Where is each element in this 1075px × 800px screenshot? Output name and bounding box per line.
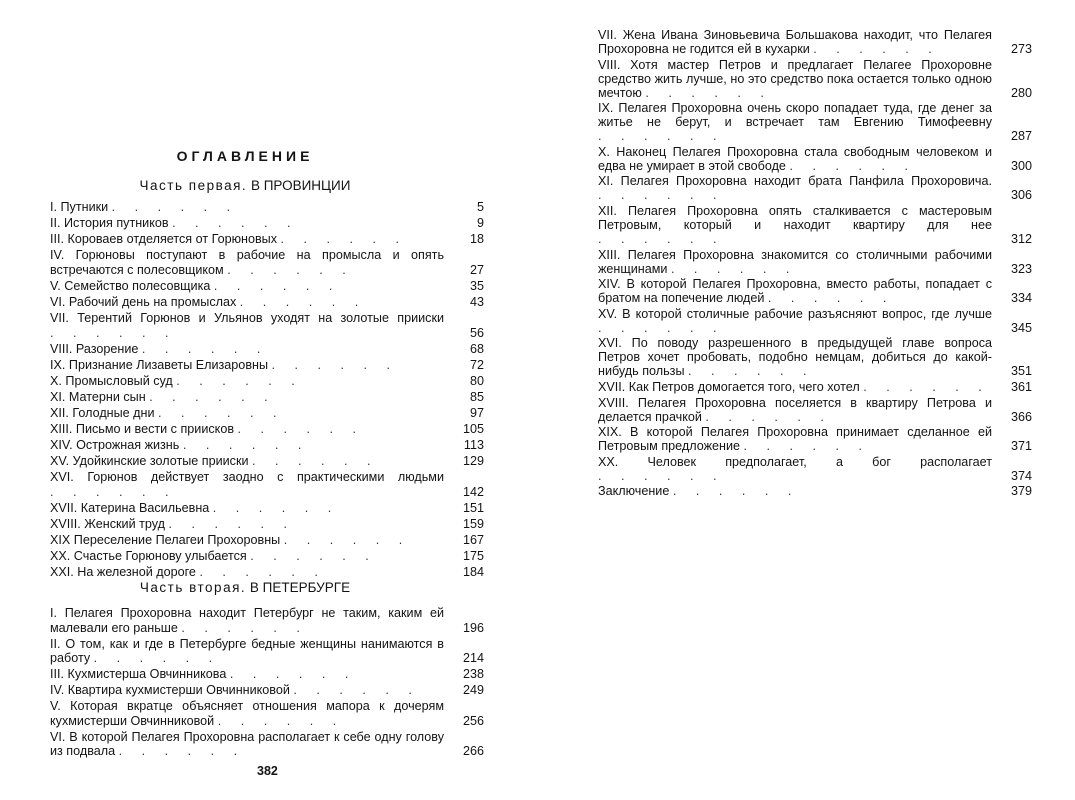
chapter-title: XVI. По поводу разрешенного в предыдущей главе вопроса Петров хочет пробовать, подобно немцам, добиться до какой-нибудь пользы	[598, 336, 992, 379]
toc-entry	[50, 683, 484, 698]
toc-entry-page: 9	[476, 216, 484, 231]
toc-entry-page: 27	[469, 262, 484, 277]
toc-entry-title	[50, 470, 444, 499]
chapter-title: IV. Горюновы поступают в рабочие на промысла и опять встречаются с полесовщиком	[50, 248, 444, 277]
toc-entry-title	[50, 216, 444, 231]
toc-entry-page: 266	[462, 744, 484, 759]
toc-entry-page: 43	[469, 294, 484, 309]
toc-entry-title	[50, 533, 444, 548]
toc-entry	[50, 730, 484, 759]
chapter-title: XI. Матерни сын	[50, 389, 146, 404]
toc-entry-title	[50, 549, 444, 564]
dot-leader: . . . . . .	[237, 422, 365, 437]
chapter-title: XVI. Горюнов действует заодно с практическими людьми	[50, 470, 444, 485]
toc-entry-title	[598, 396, 992, 424]
toc-entry-title	[50, 358, 444, 373]
toc-entry-title	[598, 248, 992, 276]
toc-entry	[50, 606, 484, 635]
chapter-title: VI. Рабочий день на промыслах	[50, 294, 237, 309]
toc-entry-page: 312	[1010, 231, 1032, 246]
dot-leader: . . . . . .	[598, 231, 725, 246]
toc-entry	[50, 390, 484, 405]
toc-entry-page: 113	[463, 438, 484, 453]
toc-entry-title	[598, 28, 992, 56]
dot-leader: . . . . . .	[227, 262, 354, 277]
part-two-heading	[0, 580, 490, 595]
toc-entry-title	[598, 277, 992, 305]
chapter-title: I. Путники	[50, 200, 109, 214]
toc-entry	[50, 637, 484, 666]
toc-entry-title	[50, 390, 444, 405]
part-one-title: В ПРОВИНЦИИ	[250, 178, 351, 193]
chapter-title: XIII. Пелагея Прохоровна знакомится со столичными рабочими женщинами	[598, 247, 992, 276]
toc-entry-title	[598, 174, 992, 202]
toc-entry-title	[50, 699, 444, 728]
dot-leader: . . . . . .	[863, 379, 990, 394]
toc-entry	[50, 501, 484, 516]
dot-leader: . . . . . .	[182, 438, 310, 453]
toc-entry	[50, 248, 484, 277]
toc-entry-page: 214	[462, 651, 484, 666]
dot-leader: . . . . . .	[670, 261, 798, 276]
toc-entry-page: 85	[469, 389, 484, 404]
toc-entry	[598, 307, 1032, 335]
toc-entry	[50, 295, 484, 310]
dot-leader: . . . . . .	[168, 517, 295, 532]
toc-entry	[50, 422, 484, 437]
chapter-title: XVII. Как Петров домогается того, чего хотел	[598, 379, 860, 394]
dot-leader: . . . . . .	[158, 406, 285, 421]
dot-leader: . . . . . .	[176, 373, 303, 388]
toc-entry	[50, 232, 484, 247]
toc-entry	[50, 406, 484, 421]
toc-entry	[50, 699, 484, 728]
dot-leader: . . . . . .	[813, 42, 940, 56]
toc-entry-page: 159	[462, 517, 484, 532]
dot-leader: . . . . . .	[212, 501, 340, 515]
chapter-title: VI. В которой Пелагея Прохоровна располагает к себе одну голову из подвала	[50, 729, 444, 759]
dot-leader: . . . . . .	[598, 129, 725, 144]
toc-entry	[598, 28, 1032, 56]
chapter-title: VIII. Разорение	[50, 341, 139, 356]
part-one-toc	[50, 200, 484, 581]
dot-leader: . . . . . .	[111, 200, 239, 214]
toc-entry	[50, 517, 484, 532]
toc-entry	[50, 374, 484, 389]
chapter-title: IX. Пелагея Прохоровна очень скоро попадает туда, где денег за житье не берут, и встречает там Евгению Тимофеевну	[598, 101, 992, 130]
dot-leader: . . . . . .	[217, 713, 345, 728]
toc-entry-title	[598, 380, 992, 394]
chapter-title: IV. Квартира кухмистерши Овчинниковой	[50, 683, 290, 698]
toc-entry-page: 238	[462, 667, 484, 682]
toc-entry-page: 167	[462, 533, 484, 548]
part-one-label: Часть первая.	[139, 178, 248, 193]
toc-entry-title	[50, 342, 444, 357]
chapter-title: XVIII. Женский труд	[50, 517, 165, 532]
toc-entry-title	[50, 438, 444, 453]
chapter-title: II. О том, как и где в Петербурге бедные женщины нанимаются в работу	[50, 636, 444, 666]
toc-entry	[50, 311, 484, 340]
toc-entry	[50, 549, 484, 564]
toc-entry-title	[50, 295, 444, 310]
dot-leader: . . . . . .	[283, 533, 411, 548]
dot-leader: . . . . . .	[213, 278, 341, 293]
chapter-title: I. Пелагея Прохоровна находит Петербург не таким, каким ей малевали его раньше	[50, 606, 444, 635]
left-page	[0, 0, 537, 800]
part-two-title: В ПЕТЕРБУРГЕ	[249, 580, 351, 595]
part-one-heading	[0, 178, 490, 193]
toc-entry-title	[598, 484, 992, 498]
chapter-title: XXI. На железной дороге	[50, 565, 196, 580]
toc-entry-title	[598, 307, 992, 335]
toc-entry-page: 371	[1010, 439, 1032, 454]
toc-entry	[598, 101, 1032, 143]
dot-leader: . . . . . .	[688, 364, 815, 379]
toc-entry-page: 142	[462, 484, 484, 499]
dot-leader: . . . . . .	[767, 291, 895, 306]
toc-entry-page: 280	[1010, 85, 1032, 100]
toc-entry	[598, 248, 1032, 276]
toc-entry	[598, 425, 1032, 453]
toc-entry	[50, 470, 484, 499]
toc-entry	[598, 174, 1032, 202]
toc-entry	[598, 204, 1032, 246]
toc-entry-title	[50, 667, 444, 682]
toc-entry	[50, 342, 484, 357]
dot-leader: . . . . . .	[645, 85, 772, 100]
dot-leader: . . . . . .	[705, 409, 832, 424]
toc-entry	[50, 358, 484, 373]
chapter-title: II. История путников	[50, 216, 169, 231]
dot-leader: . . . . . .	[280, 232, 408, 247]
toc-entry-page: 273	[1010, 42, 1032, 56]
dot-leader: . . . . . .	[239, 294, 367, 309]
toc-entry-title	[50, 374, 444, 389]
toc-entry-title	[50, 501, 444, 516]
toc-entry-page: 379	[1010, 484, 1032, 499]
toc-entry-title	[50, 730, 444, 759]
toc-entry-title	[50, 232, 444, 247]
dot-leader: . . . . . .	[598, 468, 725, 483]
toc-entry-page: 105	[462, 422, 484, 437]
chapter-title: VIII. Хотя мастер Петров и предлагает Пелагее Прохоровне средство жить лучше, но это средство пока остается только одною мечтою	[598, 57, 992, 100]
toc-entry-page: 97	[469, 406, 484, 421]
right-page	[537, 0, 1075, 800]
toc-entry-page: 256	[462, 713, 484, 728]
chapter-title: XIX. В которой Пелагея Прохоровна принимает сделанное ей Петровым предложение	[598, 425, 992, 454]
dot-leader: . . . . . .	[598, 320, 725, 335]
toc-entry	[598, 145, 1032, 173]
contents-title: ОГЛАВЛЕНИЕ	[176, 148, 314, 164]
dot-leader: . . . . . .	[149, 389, 276, 404]
toc-entry-page: 345	[1010, 320, 1032, 335]
toc-entry-title	[50, 279, 444, 294]
chapter-title: XX. Человек предполагает, а бог располагает	[598, 454, 992, 469]
chapter-title: XIII. Письмо и вести с приисков	[50, 422, 235, 437]
toc-entry-page: 300	[1010, 158, 1032, 173]
toc-entry-page: 175	[462, 549, 484, 564]
dot-leader: . . . . . .	[50, 325, 177, 340]
chapter-title: XV. В которой столичные рабочие разъясняют вопрос, где лучше	[598, 306, 992, 321]
toc-entry	[50, 533, 484, 548]
toc-entry-title	[50, 637, 444, 666]
chapter-title: XIV. В которой Пелагея Прохоровна, вместо работы, попадает с братом на попечение людей	[598, 277, 992, 306]
toc-entry	[50, 565, 484, 580]
dot-leader: . . . . . .	[199, 565, 326, 580]
toc-entry-title	[598, 58, 992, 100]
toc-entry-page: 35	[469, 278, 484, 293]
chapter-title: XV. Удойкинские золотые прииски	[50, 454, 249, 469]
chapter-title: V. Семейство полесовщика	[50, 278, 211, 293]
toc-entry	[598, 336, 1032, 378]
toc-entry	[50, 279, 484, 294]
toc-entry	[598, 455, 1032, 483]
dot-leader: . . . . . .	[672, 484, 800, 499]
toc-entry-title	[50, 517, 444, 532]
chapter-title: X. Промысловый суд	[50, 373, 173, 388]
chapter-title: XVIII. Пелагея Прохоровна поселяется в квартиру Петрова и делается прачкой	[598, 395, 992, 424]
dot-leader: . . . . . .	[93, 651, 221, 666]
toc-entry	[598, 484, 1032, 498]
toc-entry-page: 68	[469, 341, 484, 356]
chapter-title: XIV. Острожная жизнь	[50, 438, 180, 453]
dot-leader: . . . . . .	[271, 357, 399, 372]
toc-entry-page: 374	[1010, 468, 1032, 483]
chapter-title: V. Которая вкратце объясняет отношения мапора к дочерям кухмистерши Овчинниковой	[50, 699, 444, 728]
toc-entry-page: 351	[1010, 364, 1032, 379]
toc-entry-title	[50, 311, 444, 340]
chapter-title: Заключение	[598, 484, 670, 499]
part-two-toc-left	[50, 606, 484, 761]
toc-entry	[50, 200, 484, 215]
toc-entry-page: 196	[462, 620, 484, 635]
dot-leader: . . . . . .	[181, 620, 308, 635]
dot-leader: . . . . . .	[252, 454, 379, 469]
chapter-title: IX. Признание Лизаветы Елизаровны	[50, 357, 269, 372]
chapter-title: VII. Жена Ивана Зиновьевича Большакова находит, что Пелагея Прохоровна не годится ей в кухарки	[598, 28, 992, 56]
toc-entry-page: 151	[462, 501, 484, 515]
dot-leader: . . . . . .	[141, 341, 269, 356]
dot-leader: . . . . . .	[118, 744, 246, 759]
toc-entry-page: 323	[1010, 261, 1032, 276]
toc-entry-title	[50, 248, 444, 277]
toc-entry-page: 18	[469, 232, 484, 247]
part-two-label: Часть вторая.	[139, 580, 247, 595]
dot-leader: . . . . . .	[50, 484, 177, 499]
toc-entry-page: 72	[469, 357, 484, 372]
chapter-title: X. Наконец Пелагея Прохоровна стала свободным человеком и едва не умирает в этой свободе	[598, 144, 992, 173]
dot-leader: . . . . . .	[250, 549, 377, 564]
toc-entry	[598, 380, 1032, 394]
dot-leader: . . . . . .	[229, 667, 357, 682]
toc-entry-page: 366	[1010, 409, 1032, 424]
toc-entry-title	[50, 454, 444, 469]
toc-entry	[50, 454, 484, 469]
toc-entry-title	[598, 101, 992, 143]
toc-entry-page: 249	[462, 683, 484, 698]
page-number: 382	[257, 764, 278, 778]
toc-entry-page: 56	[469, 325, 484, 340]
dot-leader: . . . . . .	[743, 439, 870, 454]
toc-entry-title	[50, 565, 444, 580]
toc-entry-page: 287	[1010, 129, 1032, 144]
part-two-toc-right	[598, 28, 1032, 500]
toc-entry-title	[598, 336, 992, 378]
chapter-title: XI. Пелагея Прохоровна находит брата Панфила Прохоровича.	[598, 174, 992, 189]
toc-entry-title	[50, 406, 444, 421]
toc-entry	[598, 58, 1032, 100]
toc-entry	[598, 396, 1032, 424]
toc-entry	[598, 277, 1032, 305]
toc-entry-title	[598, 455, 992, 483]
toc-entry-page: 361	[1010, 379, 1032, 394]
chapter-title: III. Кухмистерша Овчинникова	[50, 667, 227, 682]
toc-entry-title	[50, 683, 444, 698]
toc-entry-title	[50, 422, 444, 437]
toc-entry-page: 129	[462, 454, 484, 469]
toc-entry-page: 5	[476, 200, 484, 214]
dot-leader: . . . . . .	[789, 158, 916, 173]
toc-entry-page: 306	[1010, 188, 1032, 203]
toc-entry-title	[50, 606, 444, 635]
toc-entry-page: 80	[469, 373, 484, 388]
chapter-title: VII. Терентий Горюнов и Ульянов уходят на золотые прииски	[50, 311, 444, 326]
chapter-title: III. Короваев отделяется от Горюновых	[50, 232, 278, 247]
dot-leader: . . . . . .	[172, 216, 299, 231]
toc-entry	[50, 438, 484, 453]
toc-entry	[50, 216, 484, 231]
dot-leader: . . . . . .	[598, 188, 725, 203]
chapter-title: XX. Счастье Горюнову улыбается	[50, 549, 247, 564]
chapter-title: XIX Переселение Пелагеи Прохоровны	[50, 533, 281, 548]
toc-entry-title	[598, 204, 992, 246]
toc-entry-page: 184	[462, 565, 484, 580]
toc-entry-title	[598, 425, 992, 453]
chapter-title: XII. Пелагея Прохоровна опять сталкивается с мастеровым Петровым, который и находит квартиру для нее	[598, 203, 992, 232]
toc-entry-page: 334	[1010, 291, 1032, 306]
toc-entry-title	[598, 145, 992, 173]
chapter-title: XII. Голодные дни	[50, 406, 155, 421]
toc-entry	[50, 667, 484, 682]
toc-entry-title	[50, 200, 444, 215]
dot-leader: . . . . . .	[293, 683, 420, 698]
chapter-title: XVII. Катерина Васильевна	[50, 501, 210, 515]
